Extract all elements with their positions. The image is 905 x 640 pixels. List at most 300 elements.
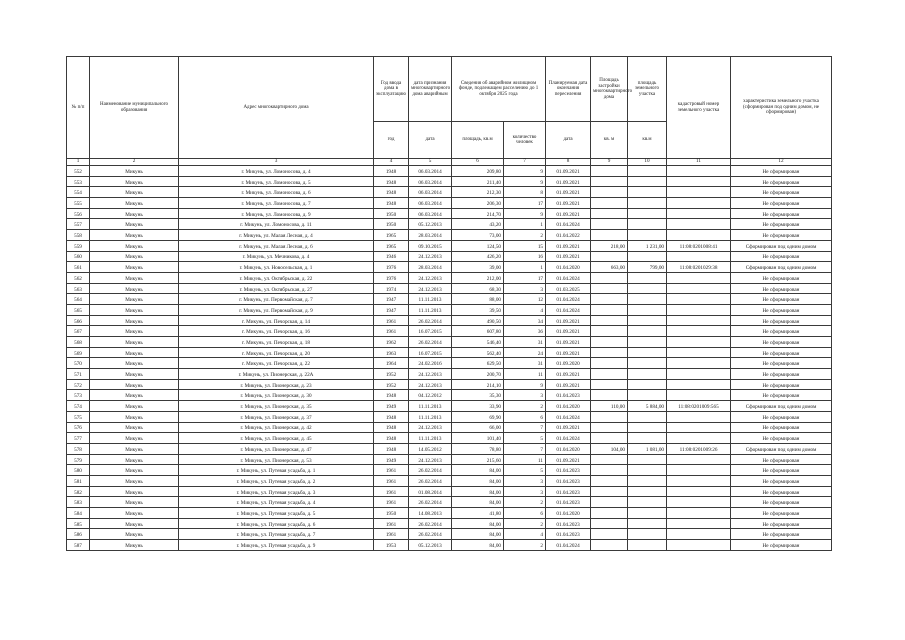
row-number: 556 [67,208,90,219]
row-number: 562 [67,272,90,283]
row-recognized-date: 11.11.2013 [409,401,452,412]
table-row [67,326,832,337]
row-land-area [628,508,667,519]
row-cadastral-number [667,283,731,294]
row-land-area [628,176,667,187]
row-cadastral-number [667,230,731,241]
row-municipality: Микунь [90,208,179,219]
row-year: 1949 [374,401,409,412]
row-recognized-date: 04.12.2012 [409,390,452,401]
subheader-date: дата [409,122,452,159]
row-land-area [628,230,667,241]
row-characteristic: Не сформирован [731,465,832,476]
row-number: 553 [67,176,90,187]
row-number: 568 [67,337,90,348]
row-built-area: 218,00 [591,240,628,251]
row-address: г. Микунь, ул. Пионерская, д. 37 [179,411,374,422]
row-area: 43,20 [452,219,504,230]
column-number: 1 [67,159,90,166]
row-year: 1947 [374,294,409,305]
subheader-date2: дата [546,122,591,159]
row-planned-date: 01.04.2022 [546,230,591,241]
row-built-area [591,465,628,476]
subheader-year: год [374,122,409,159]
row-area: 215,60 [452,454,504,465]
table-row [67,358,832,369]
row-municipality: Микунь [90,326,179,337]
row-municipality: Микунь [90,443,179,454]
table-body [67,166,832,551]
row-year: 1961 [374,326,409,337]
header-planned-date: Планируемая дата окончания переселения [546,57,591,122]
row-area: 84,00 [452,540,504,551]
row-year: 1964 [374,358,409,369]
row-land-area [628,486,667,497]
table-row [67,475,832,486]
row-land-area [628,251,667,262]
row-characteristic: Не сформирован [731,315,832,326]
row-address: г. Микунь, ул. Пионерская, д. 30 [179,390,374,401]
row-recognized-date: 24.02.2016 [409,358,452,369]
row-land-area [628,283,667,294]
row-land-area [628,198,667,209]
row-municipality: Микунь [90,508,179,519]
row-number: 560 [67,251,90,262]
row-people: 5 [504,433,546,444]
row-address: г. Микунь, ул. Печорская, д. 20 [179,347,374,358]
row-recognized-date: 24.12.2013 [409,379,452,390]
row-year: 1965 [374,240,409,251]
row-area: 66,00 [452,422,504,433]
row-built-area [591,411,628,422]
row-address: г. Микунь, ул. Новосельская, д. 1 [179,262,374,273]
row-address: г. Микунь, ул. Путевая усадьба, д. 5 [179,508,374,519]
row-cadastral-number: 11:08:0201009:26 [667,443,731,454]
row-area: 35,30 [452,390,504,401]
row-characteristic: Не сформирован [731,411,832,422]
row-year: 1948 [374,422,409,433]
row-characteristic: Не сформирован [731,166,832,177]
row-year: 1952 [374,369,409,380]
row-people: 11 [504,454,546,465]
table-row [67,198,832,209]
row-land-area [628,497,667,508]
row-people: 3 [504,486,546,497]
header-address: Адрес многоквартирного дома [179,57,374,159]
row-built-area [591,283,628,294]
row-characteristic: Не сформирован [731,294,832,305]
row-number: 555 [67,198,90,209]
row-year: 1948 [374,198,409,209]
table-row [67,497,832,508]
row-area: 212,00 [452,272,504,283]
row-people: 34 [504,315,546,326]
row-people: 12 [504,294,546,305]
row-built-area [591,358,628,369]
row-people: 2 [504,230,546,241]
row-people: 2 [504,401,546,412]
table-row [67,454,832,465]
row-recognized-date: 16.07.2015 [409,347,452,358]
row-area: 78,80 [452,443,504,454]
row-year: 1962 [374,337,409,348]
table-row [67,433,832,444]
row-number: 569 [67,347,90,358]
row-planned-date: 01.04.2024 [546,540,591,551]
row-recognized-date: 11.11.2013 [409,294,452,305]
table-row [67,529,832,540]
row-cadastral-number [667,315,731,326]
table-row [67,272,832,283]
table-row [67,315,832,326]
row-people: 24 [504,347,546,358]
row-cadastral-number [667,497,731,508]
row-number: 587 [67,540,90,551]
row-year: 1963 [374,347,409,358]
row-address: г. Микунь, ул. Октябрьская, д. 27 [179,283,374,294]
row-planned-date: 01.04.2020 [546,508,591,519]
row-planned-date: 01.04.2024 [546,219,591,230]
row-area: 88,00 [452,294,504,305]
row-address: г. Микунь, ул. Октябрьская, д. 22 [179,272,374,283]
row-people: 9 [504,176,546,187]
column-number: 2 [90,159,179,166]
row-people: 4 [504,304,546,315]
row-municipality: Микунь [90,454,179,465]
row-planned-date: 01.04.2024 [546,294,591,305]
row-number: 586 [67,529,90,540]
row-year: 1948 [374,411,409,422]
row-cadastral-number [667,454,731,465]
row-cadastral-number [667,508,731,519]
row-built-area [591,347,628,358]
row-address: г. Микунь, ул. Путевая усадьба, д. 6 [179,518,374,529]
row-recognized-date: 06.03.2014 [409,187,452,198]
row-year: 1948 [374,390,409,401]
row-people: 31 [504,358,546,369]
row-characteristic: Не сформирован [731,454,832,465]
row-cadastral-number [667,272,731,283]
table-row [67,443,832,454]
table-row [67,240,832,251]
row-year: 1950 [374,508,409,519]
row-people: 5 [504,465,546,476]
row-cadastral-number [667,176,731,187]
table-row [67,411,832,422]
row-municipality: Микунь [90,390,179,401]
row-built-area [591,198,628,209]
table-row [67,166,832,177]
table-row [67,508,832,519]
row-address: г. Микунь, ул. Путевая усадьба, д. 4 [179,497,374,508]
row-area: 84,00 [452,486,504,497]
row-year: 1961 [374,518,409,529]
row-built-area [591,304,628,315]
row-address: г. Микунь, ул. Печорская, д. 14 [179,315,374,326]
row-number: 563 [67,283,90,294]
row-cadastral-number [667,390,731,401]
row-built-area [591,422,628,433]
row-address: г. Микунь, ул. Малая Лесная, д. 6 [179,240,374,251]
row-municipality: Микунь [90,283,179,294]
row-built-area [591,208,628,219]
row-people: 2 [504,497,546,508]
row-cadastral-number [667,166,731,177]
row-number: 579 [67,454,90,465]
row-people: 2 [504,540,546,551]
row-number: 567 [67,326,90,337]
row-year: 1976 [374,262,409,273]
row-recognized-date: 26.02.2014 [409,315,452,326]
row-characteristic: Не сформирован [731,369,832,380]
row-address: г. Микунь, ул. Печорская, д. 22 [179,358,374,369]
row-year: 1950 [374,219,409,230]
row-planned-date: 01.09.2021 [546,208,591,219]
row-municipality: Микунь [90,401,179,412]
row-cadastral-number [667,465,731,476]
column-number: 7 [504,159,546,166]
row-year: 1961 [374,475,409,486]
row-characteristic: Не сформирован [731,337,832,348]
row-built-area: 104,00 [591,443,628,454]
row-recognized-date: 24.12.2013 [409,369,452,380]
row-planned-date: 01.04.2024 [546,272,591,283]
row-address: г. Микунь, ул. Пионерская, д. 47 [179,443,374,454]
row-address: г. Микунь, ул. Ломоносова, д. 4 [179,166,374,177]
row-built-area [591,294,628,305]
row-recognized-date: 24.12.2013 [409,283,452,294]
row-municipality: Микунь [90,166,179,177]
row-cadastral-number [667,486,731,497]
row-land-area: 5 884,00 [628,401,667,412]
row-area: 214,70 [452,208,504,219]
row-planned-date: 01.09.2021 [546,251,591,262]
row-number: 574 [67,401,90,412]
row-planned-date: 01.04.2020 [546,443,591,454]
subheader-area: площадь, кв.м [452,122,504,159]
row-municipality: Микунь [90,315,179,326]
row-built-area [591,497,628,508]
row-people: 7 [504,422,546,433]
row-planned-date: 01.09.2021 [546,187,591,198]
row-municipality: Микунь [90,379,179,390]
header-characteristic: характеристика земельного участка (сформирован под одним домом, не сформирован) [731,57,832,159]
row-built-area [591,390,628,401]
row-municipality: Микунь [90,433,179,444]
row-municipality: Микунь [90,337,179,348]
row-planned-date: 01.09.2021 [546,369,591,380]
row-recognized-date: 11.11.2013 [409,433,452,444]
row-land-area [628,187,667,198]
row-land-area [628,304,667,315]
row-cadastral-number [667,337,731,348]
row-cadastral-number [667,379,731,390]
row-characteristic: Не сформирован [731,187,832,198]
row-recognized-date: 24.12.2013 [409,251,452,262]
row-recognized-date: 05.12.2013 [409,219,452,230]
row-planned-date: 01.04.2023 [546,486,591,497]
row-address: г. Микунь, ул. Пионерская, д. 22А [179,369,374,380]
row-year: 1961 [374,315,409,326]
row-municipality: Микунь [90,475,179,486]
row-land-area [628,337,667,348]
row-land-area [628,326,667,337]
row-cadastral-number: 11:08:0201008:41 [667,240,731,251]
row-recognized-date: 26.02.2014 [409,497,452,508]
row-built-area [591,326,628,337]
row-municipality: Микунь [90,540,179,551]
row-municipality: Микунь [90,411,179,422]
row-built-area [591,486,628,497]
row-number: 582 [67,486,90,497]
row-municipality: Микунь [90,262,179,273]
row-recognized-date: 28.03.2014 [409,230,452,241]
row-address: г. Микунь, ул. Мечникова, д. 4 [179,251,374,262]
row-characteristic: Не сформирован [731,518,832,529]
row-address: г. Микунь, ул. Пионерская, д. 23 [179,379,374,390]
row-land-area [628,540,667,551]
row-year: 1961 [374,465,409,476]
row-municipality: Микунь [90,187,179,198]
row-area: 101,40 [452,433,504,444]
row-characteristic: Не сформирован [731,208,832,219]
row-planned-date: 01.04.2023 [546,465,591,476]
table-row [67,379,832,390]
row-cadastral-number [667,358,731,369]
table-row [67,262,832,273]
row-address: г. Микунь, ул. Ломоносова, д. 6 [179,187,374,198]
row-year: 1948 [374,443,409,454]
row-area: 39,00 [452,262,504,273]
row-planned-date: 01.04.2020 [546,262,591,273]
row-recognized-date: 05.12.2013 [409,540,452,551]
row-cadastral-number: 11:08:0201029:38 [667,262,731,273]
row-year: 1948 [374,166,409,177]
row-built-area [591,518,628,529]
table-row [67,251,832,262]
row-people: 8 [504,187,546,198]
row-number: 576 [67,422,90,433]
row-number: 552 [67,166,90,177]
row-recognized-date: 06.03.2014 [409,176,452,187]
row-planned-date: 01.09.2021 [546,315,591,326]
row-planned-date: 01.03.2025 [546,283,591,294]
row-people: 17 [504,272,546,283]
row-area: 84,00 [452,529,504,540]
row-year: 1948 [374,176,409,187]
row-people: 6 [504,508,546,519]
row-municipality: Микунь [90,304,179,315]
row-number: 570 [67,358,90,369]
row-recognized-date: 26.02.2014 [409,475,452,486]
row-planned-date: 01.04.2024 [546,411,591,422]
row-number: 575 [67,411,90,422]
row-planned-date: 01.09.2021 [546,176,591,187]
row-land-area [628,358,667,369]
row-number: 578 [67,443,90,454]
row-number: 559 [67,240,90,251]
row-land-area [628,518,667,529]
row-cadastral-number [667,433,731,444]
row-land-area [628,347,667,358]
row-people: 4 [504,529,546,540]
row-municipality: Микунь [90,465,179,476]
row-cadastral-number [667,251,731,262]
row-built-area [591,251,628,262]
row-cadastral-number [667,540,731,551]
row-people: 2 [504,518,546,529]
row-built-area [591,433,628,444]
row-recognized-date: 24.12.2013 [409,272,452,283]
header-no: № п/п [67,57,90,159]
table-row [67,486,832,497]
row-people: 17 [504,198,546,209]
row-address: г. Микунь, ул. Путевая усадьба, д. 1 [179,465,374,476]
row-characteristic: Не сформирован [731,326,832,337]
row-land-area [628,166,667,177]
row-land-area [628,390,667,401]
row-municipality: Микунь [90,251,179,262]
row-municipality: Микунь [90,347,179,358]
row-planned-date: 01.09.2021 [546,326,591,337]
row-recognized-date: 06.03.2014 [409,198,452,209]
row-cadastral-number: 11:08:0201009:565 [667,401,731,412]
row-built-area [591,508,628,519]
row-planned-date: 01.04.2023 [546,529,591,540]
column-number: 5 [409,159,452,166]
row-land-area [628,422,667,433]
row-built-area [591,337,628,348]
row-planned-date: 01.04.2024 [546,433,591,444]
header-municipality: Наименование муниципального образования [90,57,179,159]
row-area: 84,00 [452,465,504,476]
row-built-area [591,219,628,230]
row-area: 73,00 [452,230,504,241]
row-people: 31 [504,337,546,348]
row-number: 583 [67,497,90,508]
row-characteristic: Не сформирован [731,358,832,369]
table-header [67,57,832,166]
row-area: 214,10 [452,379,504,390]
header-fund-info: Сведения об аварийном жилищном фонде, подлежащем расселению до 1 октября 2025 года [452,57,546,122]
row-year: 1961 [374,486,409,497]
row-address: г. Микунь, ул. Первомайская, д. 9 [179,304,374,315]
row-cadastral-number [667,369,731,380]
row-area: 69,90 [452,411,504,422]
row-number: 571 [67,369,90,380]
row-address: г. Микунь, ул. Ломоносова, д. 5 [179,176,374,187]
row-people: 1 [504,219,546,230]
row-characteristic: Не сформирован [731,529,832,540]
column-number: 3 [179,159,374,166]
row-people: 3 [504,475,546,486]
row-area: 426,20 [452,251,504,262]
row-area: 33,90 [452,401,504,412]
row-built-area [591,454,628,465]
column-number: 10 [628,159,667,166]
row-characteristic: Сформирован под одним домом [731,401,832,412]
row-area: 209,80 [452,166,504,177]
row-characteristic: Не сформирован [731,219,832,230]
row-planned-date: 01.04.2024 [546,304,591,315]
row-area: 84,00 [452,518,504,529]
row-people: 6 [504,411,546,422]
header-recognized-date: дата признания многоквартирного дома аварийным [409,57,452,122]
row-address: г. Микунь, ул. Малая Лесная, д. 4 [179,230,374,241]
row-number: 557 [67,219,90,230]
table-row [67,208,832,219]
row-planned-date: 01.09.2021 [546,198,591,209]
